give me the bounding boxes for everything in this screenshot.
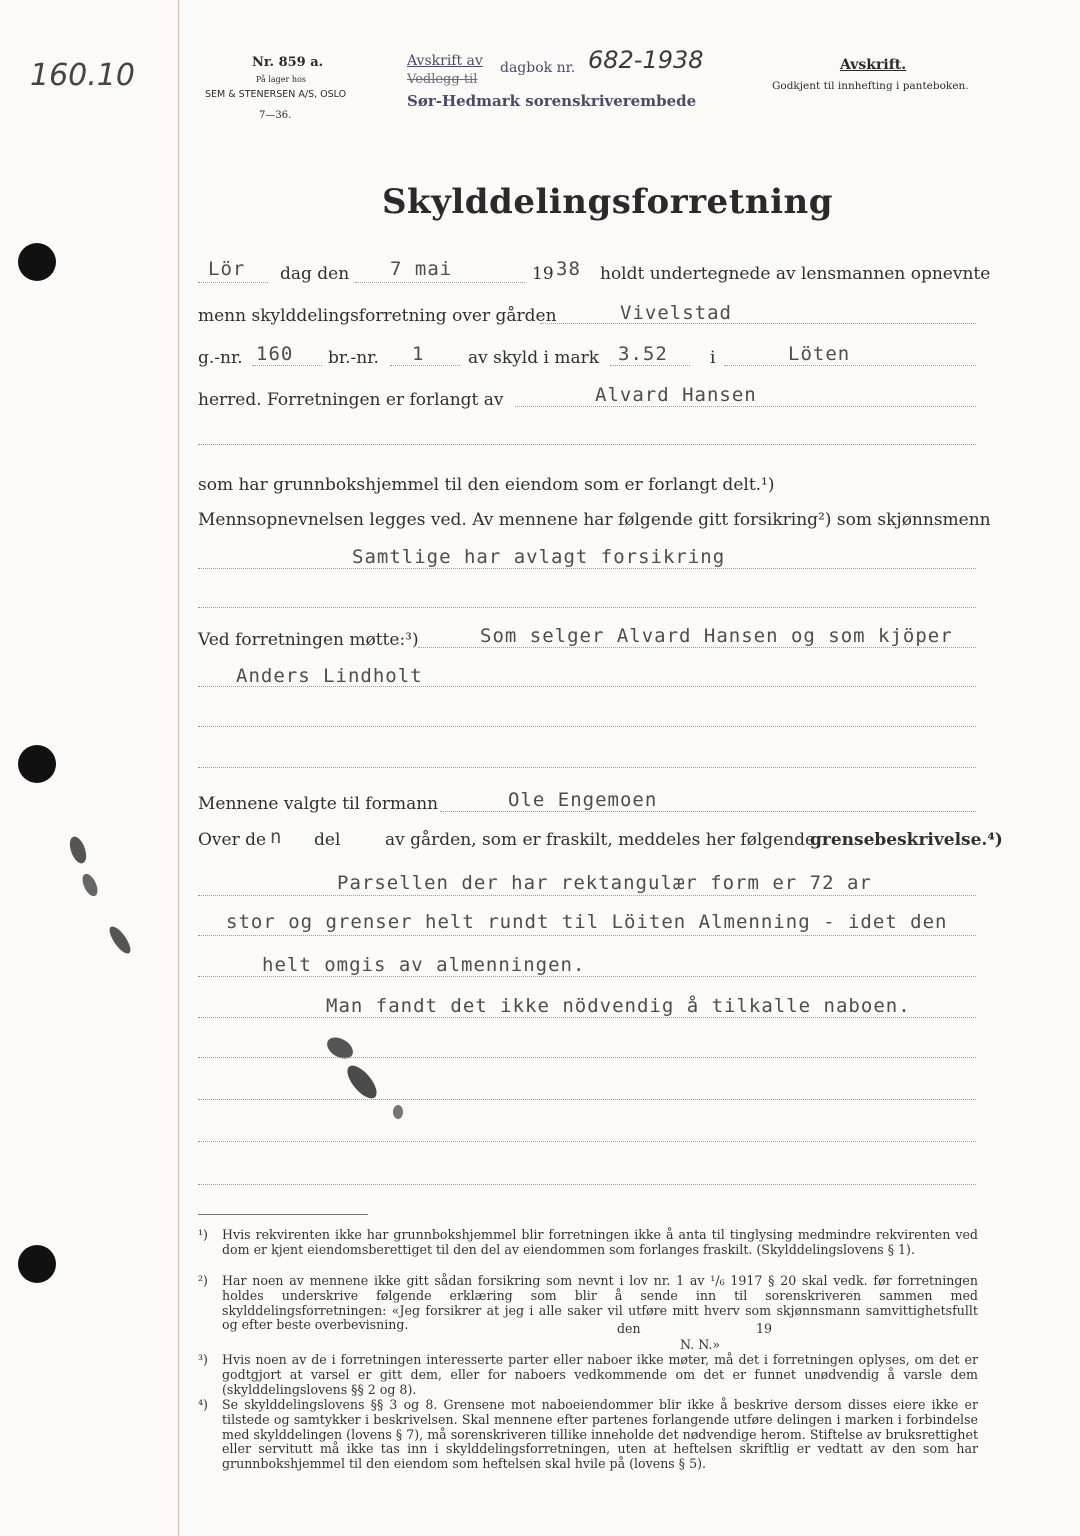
dotline-gnr [252,365,322,366]
footnote-1 [198,1228,978,1258]
dotline-farm [540,323,976,324]
dotline-skyld [610,365,690,366]
margin-rule [178,0,179,1536]
label-fraskilt: av gården, som er fraskilt, meddeles her følgende [385,830,816,850]
dotline-attended-1 [418,647,976,648]
dotline-blank-8 [198,1184,976,1185]
avskrift-note: Godkjent til innhefting i panteboken. [772,80,969,92]
filled-desc-4: Man fandt det ikke nödvendig å tilkalle naboen. [326,995,911,1017]
dotline-desc-4 [198,1017,976,1018]
label-gnr: g.-nr. [198,348,243,368]
footnote-2-den: den [617,1321,641,1336]
dotline-desc-1 [198,895,976,896]
filled-requested-by: Alvard Hansen [595,384,757,406]
dotline-weekday [198,282,268,283]
filled-desc-3: helt omgis av almenningen. [262,954,586,976]
text-mennsopnevnelsen: Mennsopnevnelsen legges ved. Av mennene har følgende gitt forsikring²) som skjønnsmenn [198,510,991,530]
footnote-4-number: ⁴) [198,1397,208,1412]
filled-year: 38 [556,258,581,280]
dotline-blank-6 [198,1099,976,1100]
label-over-de: Over de [198,830,267,850]
label-formann: Mennene valgte til formann [198,794,439,814]
label-skylddeling-over: menn skylddelingsforretning over gården [198,306,557,326]
stamp-vedlegg: Vedlegg til [407,72,478,87]
footnote-3 [198,1353,978,1397]
footnote-3-text: Hvis noen av de i forretningen interesserte parter eller naboer ikke møter, må det i forretningen oplyses, om det er godtgjort at varsel er gitt dem, eller for naboers vedkommende om det er funnet unødvendig å varsle dem (skylddelingslovens §§ 2 og 8). [222,1352,978,1397]
dotline-requested [515,406,976,407]
stamp-office: Sør-Hedmark sorenskriverembede [407,92,697,110]
diary-number: 682-1938 [588,46,704,74]
filled-gnr: 160 [256,343,294,365]
dotline-blank-4 [198,767,976,768]
filled-desc-2: stor og grenser helt rundt til Löiten Almenning - idet den [226,911,948,933]
footnote-4 [198,1398,978,1472]
dotline-insurance [198,568,976,569]
footnote-2-text: Har noen av mennene ikke gitt sådan forsikring som nevnt i lov nr. 1 av ¹/₆ 1917 § 20 skal vedk. før forretningen holdes underskrive følgende erklæring som blir å sende inn til sorenskriveren sammen med skylddelingsforretningen: «Jeg forsikrer at jeg i alle saker vil utføre mitt hverv som skjønnsmann samvittighetsfullt og efter beste overbevisning. [222,1273,978,1333]
dotline-brnr [390,365,460,366]
footnote-3-number: ³) [198,1352,208,1367]
text-grunnbokshjemmel: som har grunnbokshjemmel til den eiendom som er forlangt delt.¹) [198,475,775,495]
label-19: 19 [532,264,554,284]
dotline-herred [724,365,976,366]
footnote-1-number: ¹) [198,1227,208,1242]
dotline-blank-2 [198,607,976,608]
dotline-date [355,282,525,283]
label-brnr: br.-nr. [328,348,379,368]
footnote-2-19: 19 [756,1321,773,1336]
filled-herred: Löten [788,343,851,365]
filled-attended-2: Anders Lindholt [236,665,423,687]
filled-attended-1: Som selger Alvard Hansen og som kjöper [480,625,953,647]
filled-skyld: 3.52 [618,343,668,365]
label-motte: Ved forretningen møtte:³) [198,630,419,650]
stamp-dagbok: dagbok nr. [500,60,576,76]
label-dag-den: dag den [280,264,350,284]
filled-insurance: Samtlige har avlagt forsikring [352,546,726,568]
dotline-blank-1 [198,444,976,445]
filled-farm: Vivelstad [620,302,732,324]
punch-hole-middle [18,745,56,783]
footnote-4-text: Se skylddelingslovens §§ 3 og 8. Grensene mot naboeiendommer blir ikke å beskrive dersom disses eiere ikke er tilstede og samtykker i beskrivelsen. Skal mennene efter partenes forlangende utføre delingen i marken i forbindelse med skylddelingen (lovens § 7), må sorenskriveren tillike inneholde det nødvendige herom. Stiftelse av bruksrettighet eller servitutt må ikke tas inn i skylddelingsforretningen, uten at heftelsen skriftlig er vedtatt av den som har grunnbokshjemmel til den eiendom som heftelsen skal hvile på (lovens § 5). [222,1397,978,1472]
ink-smudge-center [300,1020,430,1130]
avskrift-title: Avskrift. [840,57,907,73]
footnote-2-nn: N. N.» [680,1337,721,1352]
punch-hole-bottom [18,1245,56,1283]
filled-part-suffix: n [270,826,283,848]
label-grensebeskrivelse: grensebeskrivelse.⁴) [810,830,1003,850]
dotline-desc-3 [198,976,976,977]
footnote-2 [198,1274,978,1333]
label-holdt: holdt undertegnede av lensmannen opnevnte [600,264,991,284]
punch-hole-top [18,243,56,281]
printer-name: SEM & STENERSEN A/S, OSLO [205,89,347,100]
margin-note: 160.10 [30,58,135,93]
filled-weekday: Lör [208,258,246,280]
footnote-2-number: ²) [198,1273,208,1288]
dotline-chairman [440,811,976,812]
form-number: Nr. 859 a. [252,55,324,70]
dotline-desc-2 [198,935,976,936]
dotline-blank-3 [198,726,976,727]
filled-date: 7 mai [390,258,453,280]
label-i: i [710,348,716,368]
label-del: del [314,830,341,850]
footnote-rule [198,1214,368,1215]
label-forlangt-av: herred. Forretningen er forlangt av [198,390,504,410]
filled-chairman: Ole Engemoen [508,789,658,811]
filled-desc-1: Parsellen der har rektangulær form er 72 ar [337,872,872,894]
label-skyld: av skyld i mark [468,348,600,368]
stamp-avskrift-av: Avskrift av [407,53,483,69]
print-date: 7—36. [259,110,292,121]
filled-brnr: 1 [412,343,425,365]
dotline-blank-7 [198,1141,976,1142]
document-title: Skylddelingsforretning [382,182,834,222]
sold-by: På lager hos [256,75,306,84]
footnote-1-text: Hvis rekvirenten ikke har grunnbokshjemmel blir forretningen ikke å anta til tinglysing medmindre rekvirenten ved dom er kjent eiendomsberettiget til den del av eiendommen som forlanges fraskilt. (Skylddelingslovens § 1). [222,1227,978,1257]
dotline-blank-5 [198,1057,976,1058]
ink-smudge-left [60,830,150,970]
